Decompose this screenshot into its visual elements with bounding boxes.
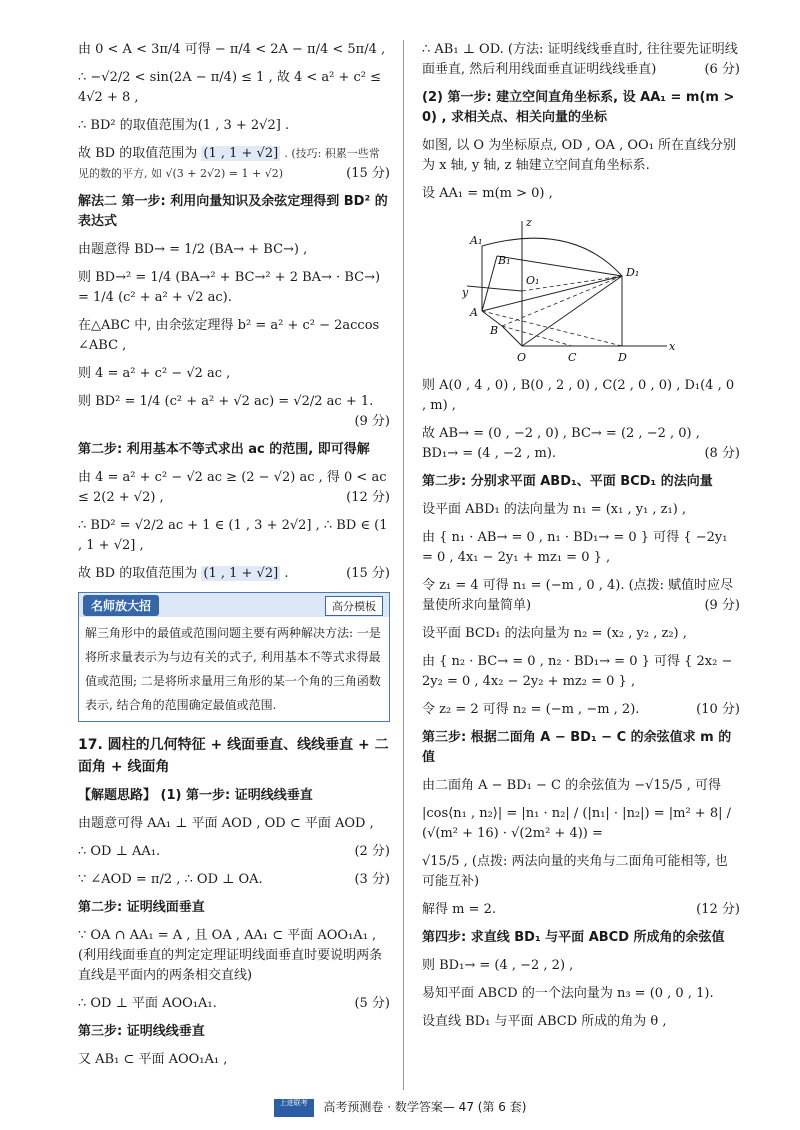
score: (6 分) xyxy=(704,62,740,77)
text-line: 由 0 < A < 3π/4 可得 − π/4 < 2A − π/4 < 5π/4 , xyxy=(78,42,386,57)
text-fragment: 令 z₁ = 4 可得 n₁ = (−m , 0 , 4). (点拨: 赋值时应尽量使所求向量简单) xyxy=(422,578,734,613)
step-heading: 第二步: 证明线面垂直 xyxy=(78,900,205,915)
text-line xyxy=(422,900,740,920)
point-label-c: C xyxy=(568,351,577,364)
text-line xyxy=(422,700,740,720)
text-fragment: ∴ OD ⊥ AA₁. xyxy=(78,844,161,859)
text-fragment: 故 BD 的取值范围为 xyxy=(78,146,198,161)
text-fragment: 故 AB→ = (0 , −2 , 0) , BC→ = (2 , −2 , 0) , BD₁→ = (4 , −2 , m). xyxy=(422,426,700,461)
text-line: 设平面 ABD₁ 的法向量为 n₁ = (x₁ , y₁ , z₁) , xyxy=(422,502,687,517)
text-line: 易知平面 ABCD 的一个法向量为 n₃ = (0 , 0 , 1). xyxy=(422,986,714,1001)
score: (15 分) xyxy=(346,166,390,181)
text-fragment: 则 BD² = 1/4 (c² + a² + √2 ac) = √2/2 ac + 1. xyxy=(78,394,374,409)
point-label-b1: B₁ xyxy=(498,254,511,267)
point-label-o1: O₁ xyxy=(526,274,540,287)
text-line xyxy=(422,40,740,80)
text-fragment: ∴ AB₁ ⊥ OD. (方法: 证明线线垂直时, 往往要先证明线面垂直, 然后利用线面垂直证明线线垂直) xyxy=(422,42,738,77)
text-line: ∵ OA ∩ AA₁ = A , 且 OA , AA₁ ⊂ 平面 AOO₁A₁ , (利用线面垂直的判定定理证明线面垂直时要说明两条直线是平面内的两条相交直线) xyxy=(78,928,383,983)
step-heading: 解法二 第一步: 利用向量知识及余弦定理得到 BD² 的表达式 xyxy=(78,194,388,229)
text-fragment: 令 z₂ = 2 可得 n₂ = (−m , −m , 2). xyxy=(422,702,640,717)
point-label-d1: D₁ xyxy=(626,266,640,279)
text-line: 又 AB₁ ⊂ 平面 AOO₁A₁ , xyxy=(78,1052,228,1067)
score: (10 分) xyxy=(696,702,740,717)
text-fragment: 解得 m = 2. xyxy=(422,902,497,917)
text-line: ∴ −√2/2 < sin(2A − π/4) ≤ 1 , 故 4 < a² + c² ≤ 4√2 + 8 , xyxy=(78,70,382,105)
text-line: 由二面角 A − BD₁ − C 的余弦值为 −√15/5 , 可得 xyxy=(422,778,722,793)
text-line xyxy=(78,564,390,584)
axis-label-x: x xyxy=(669,340,676,353)
tip-body: 解三角形中的最值或范围问题主要有两种解决方法: 一是将所求量表示为与边有关的式子, 利用基本不等式求得最值或范围; 二是将所求量用三角形的某一个角的三角函数表示, 结合角的范围确定最值或范围. xyxy=(85,626,381,712)
cylinder-figure xyxy=(462,216,682,366)
text-line: √15/5 , (点拨: 两法向量的夹角与二面角可能相等, 也可能互补) xyxy=(422,854,728,889)
publisher-logo: 上进联考 xyxy=(274,1099,314,1117)
text-line xyxy=(78,468,390,508)
right-column xyxy=(422,40,740,1040)
score: (12 分) xyxy=(696,902,740,917)
score: (9 分) xyxy=(704,598,740,613)
text-line: 在△ABC 中, 由余弦定理得 b² = a² + c² − 2accos ∠ABC , xyxy=(78,318,380,353)
tip-badge: 名师放大招 xyxy=(83,595,159,616)
point-label-o: O xyxy=(517,351,527,364)
point-label-a1: A₁ xyxy=(470,234,483,247)
highlighted-answer: (1 , 1 + √2] xyxy=(203,146,279,161)
step-heading: 第三步: 根据二面角 A − BD₁ − C 的余弦值求 m 的值 xyxy=(422,730,732,765)
step-heading: (2) 第一步: 建立空间直角坐标系, 设 AA₁ = m(m > 0) , 求相关点、相关向量的坐标 xyxy=(422,90,735,125)
text-line xyxy=(78,392,390,432)
question-heading: 17. 圆柱的几何特征 + 线面垂直、线线垂直 + 二面角 + 线面角 xyxy=(78,737,389,775)
score: (15 分) xyxy=(346,566,390,581)
page-footer xyxy=(0,1098,800,1117)
left-column xyxy=(78,40,390,1078)
text-line xyxy=(422,576,740,616)
score: (8 分) xyxy=(704,446,740,461)
text-line: 如图, 以 O 为坐标原点, OD , OA , OO₁ 所在直线分别为 x 轴, y 轴, z 轴建立空间直角坐标系. xyxy=(422,138,737,173)
step-heading: 第三步: 证明线线垂直 xyxy=(78,1024,205,1039)
axis-label-z: z xyxy=(526,216,532,229)
text-line: |cos⟨n₁ , n₂⟩| = |n₁ · n₂| / (|n₁| · |n₂|) = |m² + 8| / (√(m² + 16) · √(2m² + 4)) = xyxy=(422,806,731,841)
text-line xyxy=(78,842,390,862)
point-label-b: B xyxy=(490,324,499,337)
text-line: 设平面 BCD₁ 的法向量为 n₂ = (x₂ , y₂ , z₂) , xyxy=(422,626,687,641)
score: (5 分) xyxy=(354,996,390,1011)
score: (12 分) xyxy=(346,490,390,505)
tip-tag: 高分模板 xyxy=(325,596,383,616)
note: . (技巧: 积累一些常见的数的平方, 如 √(3 + 2√2) = 1 + √2) xyxy=(78,147,380,180)
axis-label-y: y xyxy=(462,286,469,299)
point-label-a: A xyxy=(470,306,478,319)
score: (3 分) xyxy=(354,872,390,887)
text-line: ∴ BD² 的取值范围为(1 , 3 + 2√2] . xyxy=(78,118,290,133)
text-line xyxy=(422,424,740,464)
text-fragment: ∵ ∠AOD = π/2 , ∴ OD ⊥ OA. xyxy=(78,872,263,887)
text-line: 由 { n₂ · BC→ = 0 , n₂ · BD₁→ = 0 } 可得 { 2x₂ − 2y₂ = 0 , 4x₂ − 2y₂ + mz₂ = 0 } , xyxy=(422,654,733,689)
step-heading: 第四步: 求直线 BD₁ 与平面 ABCD 所成角的余弦值 xyxy=(422,930,725,945)
text-line: ∴ BD² = √2/2 ac + 1 ∈ (1 , 3 + 2√2] , ∴ BD ∈ (1 , 1 + √2] , xyxy=(78,518,388,553)
text-line: 由题意可得 AA₁ ⊥ 平面 AOD , OD ⊂ 平面 AOD , xyxy=(78,816,374,831)
tip-header xyxy=(79,593,389,617)
highlighted-answer: (1 , 1 + √2] xyxy=(203,566,279,581)
text-fragment: . xyxy=(284,566,289,581)
score: (9 分) xyxy=(354,414,390,429)
text-line xyxy=(78,870,390,890)
text-fragment: 故 BD 的取值范围为 xyxy=(78,566,198,581)
text-fragment: 由 4 = a² + c² − √2 ac ≥ (2 − √2) ac , 得 0 < ac ≤ 2(2 + √2) , xyxy=(78,470,387,505)
text-line: 则 BD→² = 1/4 (BA→² + BC→² + 2 BA→ · BC→) = 1/4 (c² + a² + √2 ac). xyxy=(78,270,381,305)
text-line: 设 AA₁ = m(m > 0) , xyxy=(422,186,553,201)
point-label-d: D xyxy=(618,351,627,364)
footer-text: 高考预测卷 · 数学答案— 47 (第 6 套) xyxy=(323,1100,527,1114)
step-heading: 第二步: 分别求平面 ABD₁、平面 BCD₁ 的法向量 xyxy=(422,474,713,489)
step-heading: 第二步: 利用基本不等式求出 ac 的范围, 即可得解 xyxy=(78,442,370,457)
text-line: 则 4 = a² + c² − √2 ac , xyxy=(78,366,231,381)
text-line: 则 A(0 , 4 , 0) , B(0 , 2 , 0) , C(2 , 0 , 0) , D₁(4 , 0 , m) , xyxy=(422,378,735,413)
text-line xyxy=(78,994,390,1014)
score: (2 分) xyxy=(354,844,390,859)
column-divider xyxy=(403,40,404,1090)
text-line xyxy=(78,144,390,184)
step-heading: 【解题思路】 (1) 第一步: 证明线线垂直 xyxy=(78,788,313,803)
text-fragment: ∴ OD ⊥ 平面 AOO₁A₁. xyxy=(78,996,217,1011)
text-line: 设直线 BD₁ 与平面 ABCD 所成的角为 θ , xyxy=(422,1014,667,1029)
text-line: 则 BD₁→ = (4 , −2 , 2) , xyxy=(422,958,574,973)
tip-box xyxy=(78,592,390,722)
text-line: 由 { n₁ · AB→ = 0 , n₁ · BD₁→ = 0 } 可得 { −2y₁ = 0 , 4x₁ − 2y₁ + mz₁ = 0 } , xyxy=(422,530,728,565)
text-line: 由题意得 BD→ = 1/2 (BA→ + BC→) , xyxy=(78,242,308,257)
